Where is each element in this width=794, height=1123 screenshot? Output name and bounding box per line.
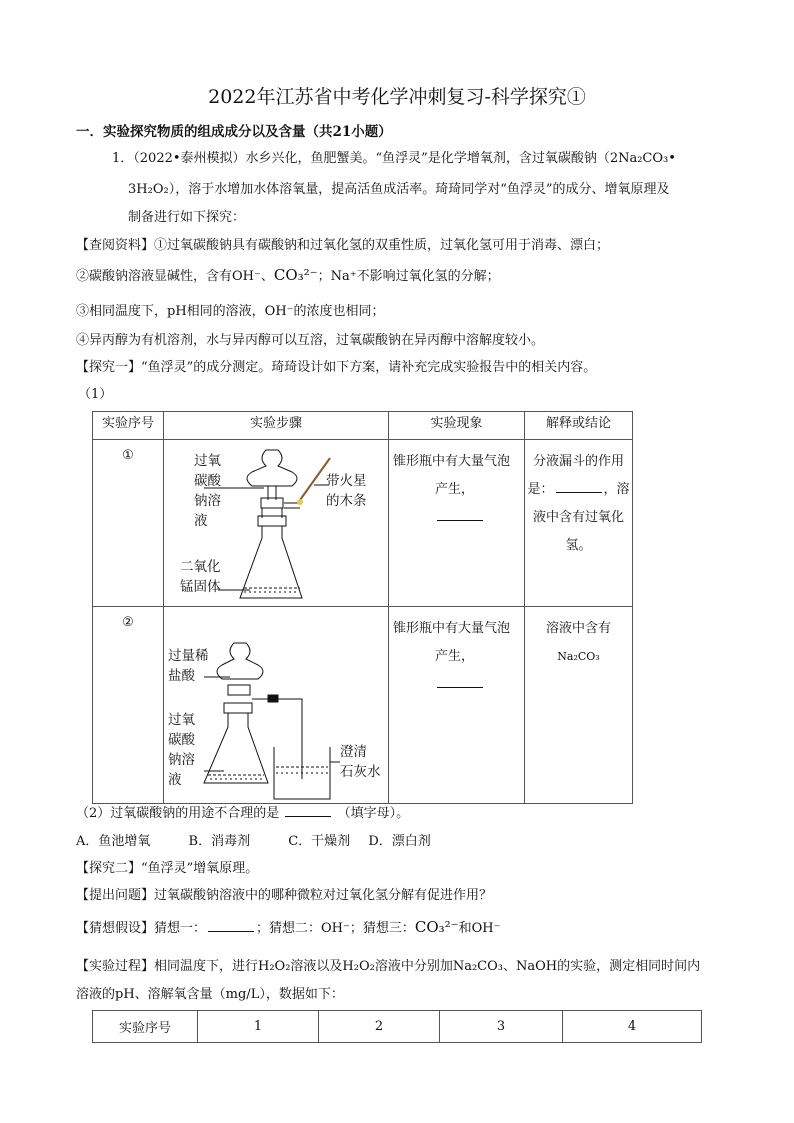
hypotheses: 【猜想假设】猜想一： ；猜想二：OH⁻；猜想三：CO₃²⁻和OH⁻ — [76, 918, 501, 936]
info-line-2: ②碳酸钠溶液显碱性，含有OH⁻、CO₃²⁻；Na⁺不影响过氧化氢的分解； — [76, 266, 500, 284]
row-2-apparatus: 过量稀 盐酸 过氧 碳酸 钠溶 液 澄清 石灰水 — [164, 607, 389, 804]
answer-blank[interactable] — [208, 931, 254, 932]
option-b[interactable]: B．消毒剂 — [188, 834, 251, 849]
row-1-apparatus: 过氧 碳酸 钠溶 液 带火星 的木条 二氧化 锰固体 — [164, 440, 389, 607]
table-header: 2 — [319, 1011, 440, 1043]
question-1-line-3: 制备进行如下探究： — [128, 210, 246, 225]
option-c[interactable]: C．干燥剂 — [288, 834, 351, 849]
row-1-phenomenon: 锥形瓶中有大量气泡 产生， — [389, 440, 525, 607]
sub-question-2: （2）过氧碳酸钠的用途不合理的是 （填字母）。 — [76, 806, 410, 821]
answer-blank[interactable] — [437, 687, 483, 688]
table-header: 4 — [563, 1011, 702, 1043]
process-line-1: 【实验过程】相同温度下，进行H₂O₂溶液以及H₂O₂溶液中分别加Na₂CO₃、NaOH的实验，测定相同时间内 — [76, 959, 701, 974]
question-1-line-1: 1．（2022•泰州模拟）水乡兴化，鱼肥蟹美。“鱼浮灵”是化学增氧剂，含过氧碳酸钠（2Na₂CO₃• — [112, 151, 676, 166]
table-header: 实验序号 — [93, 1011, 198, 1043]
answer-blank[interactable] — [437, 520, 483, 521]
table-header: 解释或结论 — [525, 412, 633, 440]
carbonate-ion: CO₃²⁻ — [414, 918, 459, 936]
carbonate-ion: CO₃²⁻ — [273, 266, 318, 284]
option-a[interactable]: A．鱼池增氧 — [76, 834, 151, 849]
answer-blank[interactable] — [556, 492, 602, 493]
question-prompt: 【提出问题】过氧碳酸钠溶液中的哪种微粒对过氧化氢分解有促进作用？ — [76, 888, 493, 903]
row-2-no: ② — [93, 607, 164, 804]
experiment-table — [92, 411, 633, 804]
page-title: 2022年江苏省中考化学冲刺复习-科学探究① — [208, 86, 586, 108]
info-line-1: 【查阅资料】①过氧碳酸钠具有碳酸钠和过氧化氢的双重性质，过氧化氢可用于消毒、漂白； — [76, 238, 610, 253]
table-header: 3 — [440, 1011, 563, 1043]
table-header: 1 — [198, 1011, 319, 1043]
info-line-3: ③相同温度下，pH相同的溶液，OH⁻的浓度也相同； — [76, 304, 385, 319]
row-2-conclusion: 溶液中含有 Na₂CO₃ — [525, 607, 633, 804]
info-line-4: ④异丙醇为有机溶剂，水与异丙醇可以互溶，过氧碳酸钠在异丙醇中溶解度较小。 — [76, 333, 545, 348]
row-2-phenomenon: 锥形瓶中有大量气泡 产生， — [389, 607, 525, 804]
row-1-no: ① — [93, 440, 164, 607]
table-header: 实验步骤 — [164, 412, 389, 440]
explore-2: 【探究二】“鱼浮灵”增氧原理。 — [76, 861, 259, 876]
data-table — [92, 1010, 702, 1043]
option-d[interactable]: D．漂白剂 — [368, 834, 431, 849]
question-1-line-2: 3H₂O₂），溶于水增加水体溶氧量，提高活鱼成活率。琦琦同学对“鱼浮灵”的成分、增氧原理及 — [128, 182, 670, 197]
answer-blank[interactable] — [285, 816, 331, 817]
row-1-conclusion: 分液漏斗的作用 是： ，溶 液中含有过氧化 氢。 — [525, 440, 633, 607]
sub-question-1: （1） — [78, 387, 113, 402]
options-row — [76, 833, 431, 851]
section-heading: 一．实验探究物质的组成成分以及含量（共21小题） — [76, 124, 392, 140]
process-line-2: 溶液的pH、溶解氧含量（mg/L），数据如下： — [76, 987, 344, 1002]
table-header: 实验现象 — [389, 412, 525, 440]
explore-1: 【探究一】“鱼浮灵”的成分测定。琦琦设计如下方案，请补充完成实验报告中的相关内容。 — [76, 360, 597, 375]
table-header: 实验序号 — [93, 412, 164, 440]
